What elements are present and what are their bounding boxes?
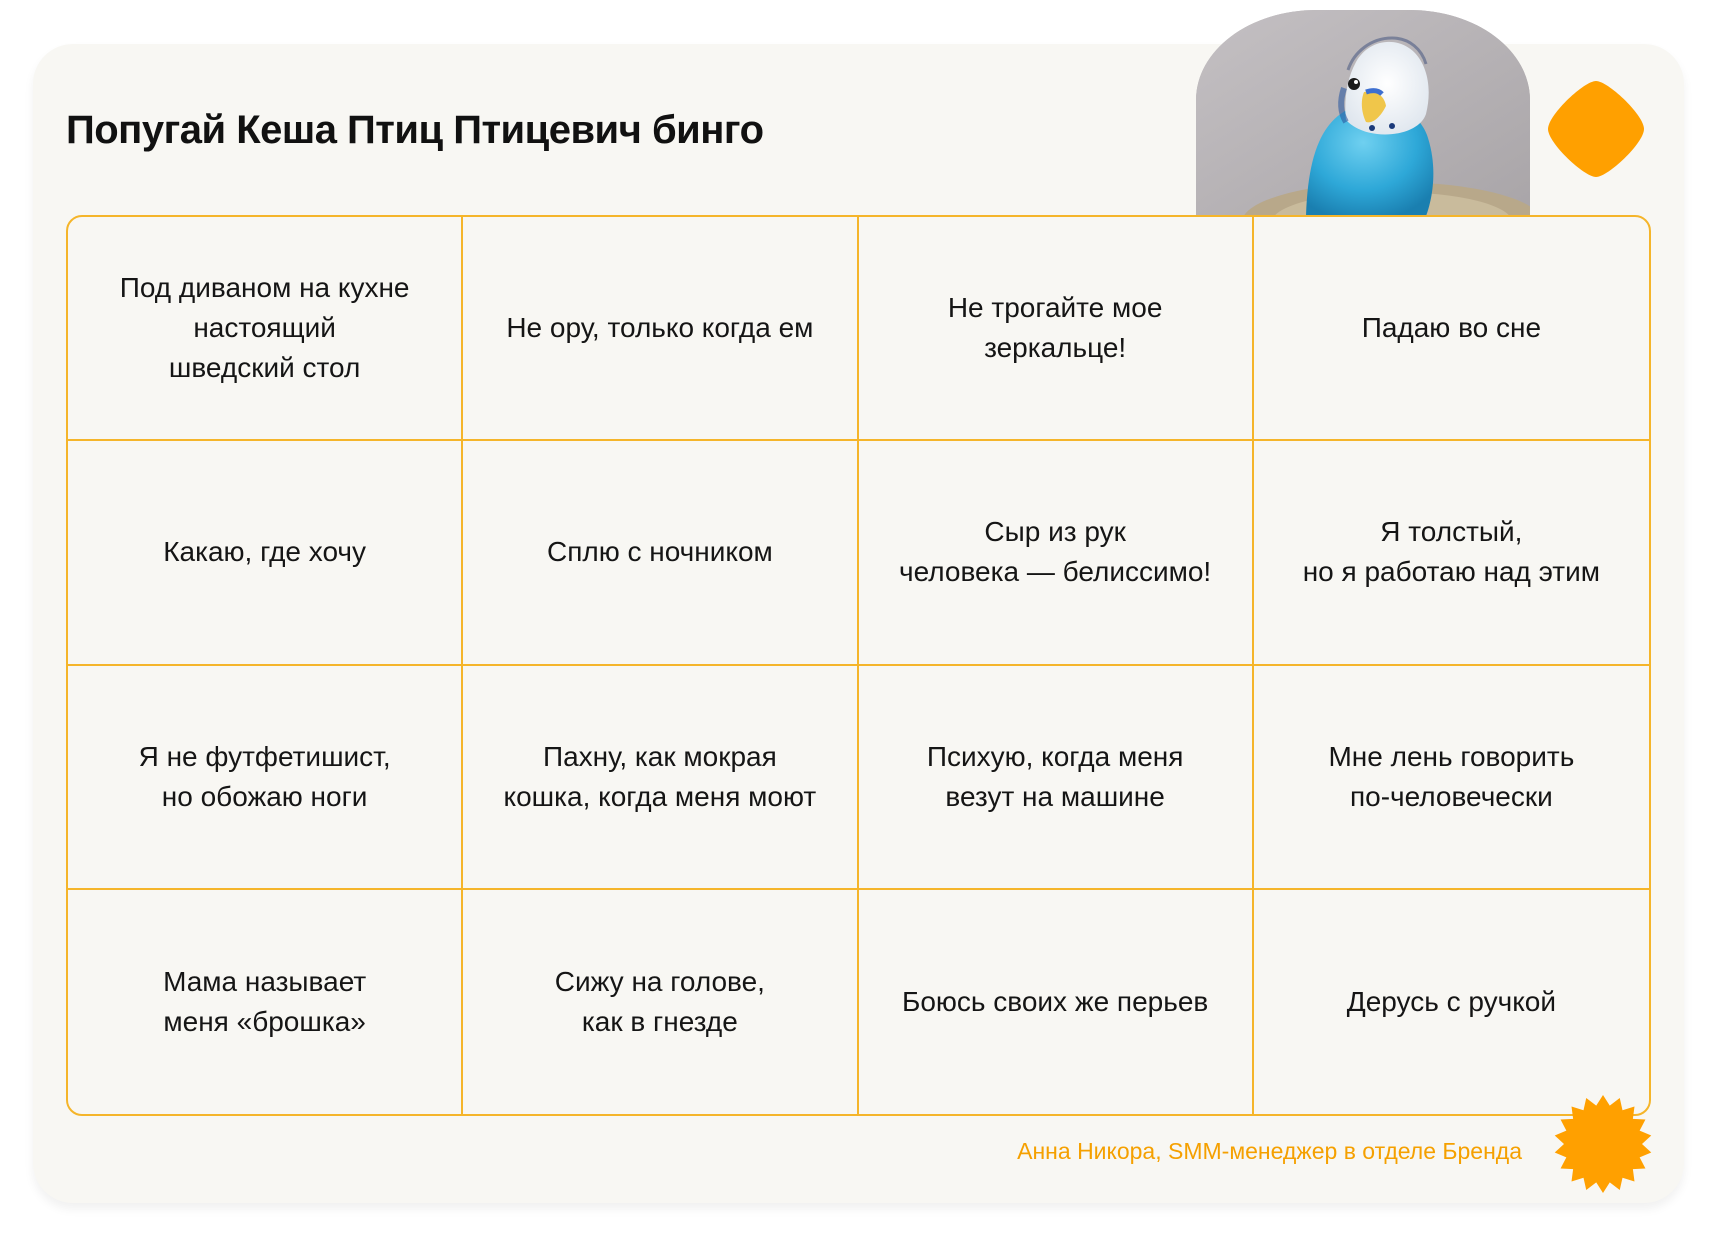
page-title: Попугай Кеша Птиц Птицевич бинго [66,108,764,152]
bingo-cell: Под диваном на кухне настоящий шведский стол [68,217,463,441]
bingo-cell: Я не футфетишист, но обожаю ноги [68,666,463,890]
bingo-cell: Падаю во сне [1254,217,1649,441]
bingo-cell: Сижу на голове, как в гнезде [463,890,858,1114]
bingo-cell: Дерусь с ручкой [1346,985,1556,1017]
author-credit: Анна Никора, SMM-менеджер в отделе Бренда [1017,1138,1522,1164]
bingo-cell: Сплю с ночником [463,441,858,665]
bingo-cell: Сыр из рук человека — белиссимо! [859,441,1254,665]
bingo-cell: Не ору, только когда ем [463,217,858,441]
bingo-cell: Боюсь своих же перьев [859,890,1254,1114]
parrot-photo [1196,10,1530,216]
bingo-cell: Я толстый, но я работаю над этим [1254,441,1649,665]
bingo-cell: Психую, когда меня везут на машине [859,666,1254,890]
bingo-cell: Какаю, где хочу [68,441,463,665]
bingo-cell: Мне лень говорить по-человечески [1254,666,1649,890]
orange-diamond-icon [1544,77,1648,181]
orange-starburst-icon [1553,1094,1653,1194]
bingo-cell: Мама называет меня «брошка» [68,890,463,1114]
bingo-cell: Пахну, как мокрая кошка, когда меня моют [463,666,858,890]
bingo-grid [66,215,1651,1116]
bingo-cell: Не трогайте мое зеркальце! [859,217,1254,441]
